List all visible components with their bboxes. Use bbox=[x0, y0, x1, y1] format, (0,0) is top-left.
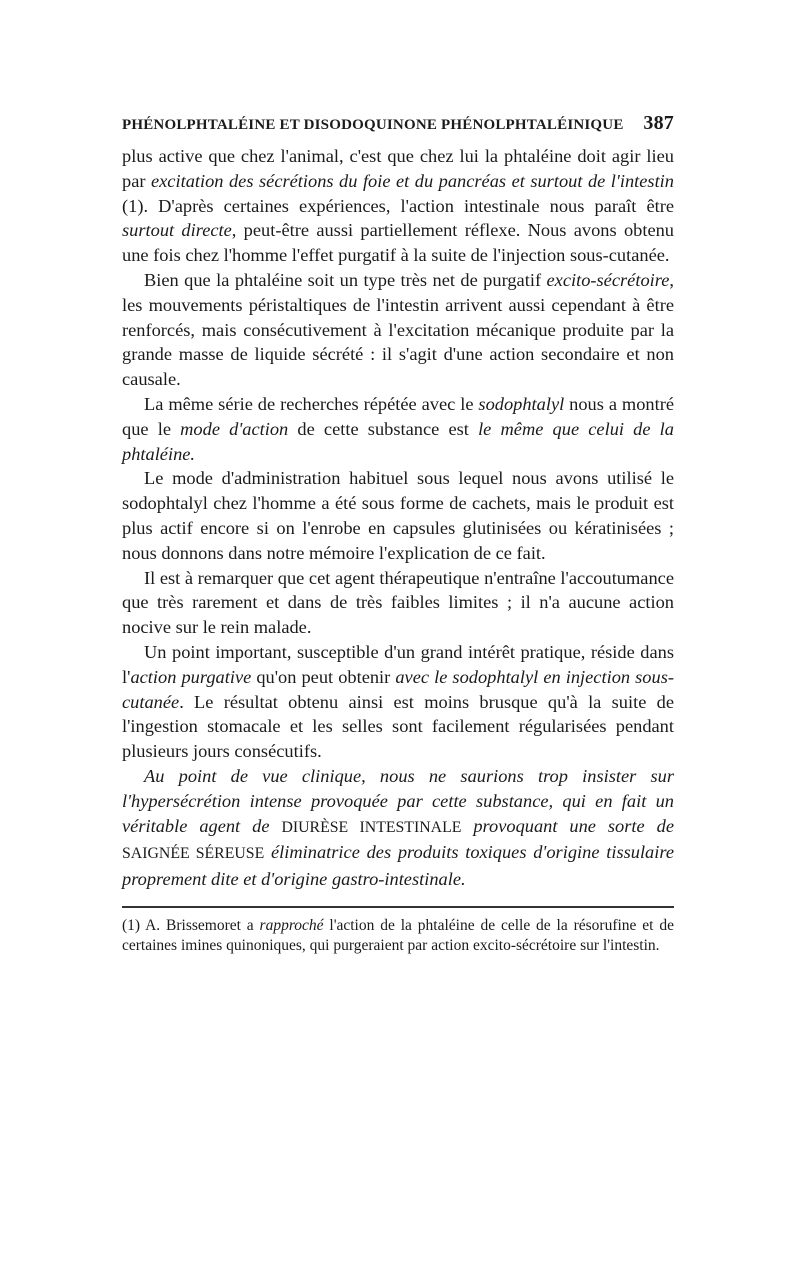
italic-text: Au point de vue clinique, nous ne saurions trop insister sur l'hypersécrétion intense provoquée par cette substance, qui en fait un véritable agent de bbox=[122, 765, 674, 836]
italic-text: action purgative bbox=[130, 666, 252, 687]
italic-text: provoquant une sorte de bbox=[461, 815, 674, 836]
footnote-rule bbox=[122, 906, 674, 908]
italic-text: le même que celui de la phtaléine. bbox=[122, 418, 674, 464]
italic-text: rapproché bbox=[259, 916, 324, 934]
page-number: 387 bbox=[643, 112, 674, 134]
book-page bbox=[122, 112, 674, 956]
running-head bbox=[122, 112, 674, 144]
text-run: La même série de recherches répétée avec le bbox=[144, 393, 479, 414]
paragraph-1 bbox=[122, 144, 674, 268]
text-run: qu'on peut obtenir bbox=[251, 666, 396, 687]
paragraph-4 bbox=[122, 466, 674, 565]
paragraph-7 bbox=[122, 764, 674, 892]
smallcaps-text: DIURÈSE INTESTINALE bbox=[281, 818, 462, 836]
italic-text: excitation des sécrétions du foie et du pancréas et surtout de l'intestin bbox=[150, 170, 674, 191]
text-run: Le mode d'administration habituel sous lequel nous avons utilisé le sodophtalyl chez l'homme a été sous forme de cachets, mais le produit est plus actif encore si on l'enrobe en capsules glutinisées ou kératinisées ; nous donnons dans notre mémoire l'explication de ce fait. bbox=[122, 468, 674, 563]
italic-text: mode d'action bbox=[180, 418, 289, 439]
italic-text: surtout directe bbox=[122, 220, 232, 241]
italic-text: sodophtalyl bbox=[478, 393, 565, 414]
text-run: , les mouvements péristaltiques de l'intestin arrivent aussi cependant à être renforcés, mais consécutivement à l'excitation mécanique produite par la grande masse de liquide sécrété : il s'agit d'une action secondaire et non causale. bbox=[122, 269, 674, 390]
paragraph-6 bbox=[122, 640, 674, 764]
text-run: (1). D'après certaines expériences, l'action intestinale nous paraît être bbox=[122, 195, 674, 216]
text-run: , peut-être aussi partiellement réflexe. Nous avons obtenu une fois chez l'homme l'effet purgatif à la suite de l'injection sous-cutanée. bbox=[122, 220, 675, 266]
italic-text: excito-sécrétoire bbox=[546, 269, 670, 290]
text-run: (1) A. Brissemoret a bbox=[122, 916, 260, 934]
text-run: Un point important, susceptible d'un grand intérêt pratique, réside dans l' bbox=[122, 641, 674, 687]
italic-text: avec le sodophtalyl en injection sous-cutanée bbox=[122, 666, 674, 712]
italic-text: éliminatrice des produits toxiques d'origine tissulaire proprement dite et d'origine gastro-intestinale. bbox=[122, 842, 674, 890]
text-run: l'action de la phtaléine de celle de la résorufine et de certaines imines quinoniques, qui purgeraient par action excito-sécrétoire sur l'intestin. bbox=[122, 916, 674, 954]
footnote bbox=[122, 916, 674, 956]
paragraph-3 bbox=[122, 392, 674, 466]
paragraph-5 bbox=[122, 566, 674, 640]
text-run: de cette substance est bbox=[288, 418, 479, 439]
paragraph-2 bbox=[122, 268, 674, 392]
text-run: Bien que la phtaléine soit un type très net de purgatif bbox=[144, 269, 547, 290]
text-run: . Le résultat obtenu ainsi est moins brusque qu'à la suite de l'ingestion stomacale et les selles sont facilement régularisées pendant plusieurs jours consécutifs. bbox=[122, 691, 674, 762]
running-title: PHÉNOLPHTALÉINE ET DISODOQUINONE PHÉNOLPHTALÉINIQUE bbox=[122, 117, 624, 133]
text-run: plus active que chez l'animal, c'est que chez lui la phtaléine doit agir lieu par bbox=[122, 146, 674, 191]
smallcaps-text: SAIGNÉE SÉREUSE bbox=[122, 845, 265, 863]
text-run: Il est à remarquer que cet agent thérapeutique n'entraîne l'accoutumance que très rarement et dans de très faibles limites ; il n'a aucune action nocive sur le rein malade. bbox=[122, 567, 674, 638]
text-run: nous a montré que le bbox=[122, 393, 674, 439]
body-text bbox=[122, 144, 674, 892]
